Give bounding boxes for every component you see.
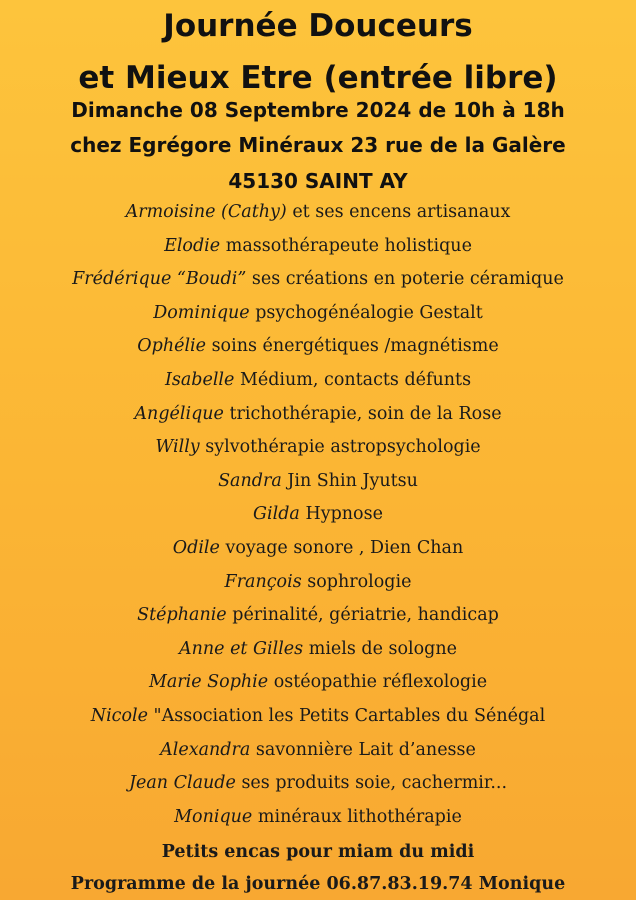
exhibitor-name: Ophélie [137, 336, 206, 357]
exhibitor-desc: soins énergétiques /magnétisme [211, 336, 499, 357]
exhibitor-name: Gilda [253, 504, 300, 525]
exhibitor-desc: massothérapeute holistique [225, 235, 472, 256]
exhibitor-row [0, 801, 636, 835]
exhibitor-row [0, 532, 636, 566]
exhibitor-desc: trichothérapie, soin de la Rose [229, 403, 502, 424]
exhibitor-name: Armoisine (Cathy) [125, 202, 287, 222]
snacks-note: Petits encas pour miam du midi [161, 842, 475, 862]
event-date: Dimanche 08 Septembre 2024 de 10h à 18h [71, 98, 565, 122]
exhibitor-desc: sylvothérapie astropsychologie [205, 437, 481, 458]
event-city: 45130 SAINT AY [228, 169, 408, 193]
exhibitor-row [0, 297, 636, 331]
exhibitor-row [0, 700, 636, 734]
exhibitor-list [0, 196, 636, 834]
exhibitor-desc: ses produits soie, cachermir... [241, 773, 508, 794]
exhibitor-name: Angélique [134, 403, 224, 424]
exhibitor-row [0, 330, 636, 364]
exhibitor-row [0, 566, 636, 600]
exhibitor-row [0, 364, 636, 398]
exhibitor-name: Anne et Gilles [178, 638, 304, 659]
exhibitor-name: Stéphanie [137, 605, 227, 626]
exhibitor-row [0, 230, 636, 264]
exhibitor-name: Marie Sophie [148, 672, 269, 693]
exhibitor-desc: sophrologie [307, 571, 412, 592]
exhibitor-name: Willy [155, 437, 200, 458]
exhibitor-row [0, 263, 636, 297]
exhibitor-desc: psychogénéalogie Gestalt [255, 302, 483, 323]
exhibitor-desc: ostéopathie réflexologie [273, 672, 488, 693]
exhibitor-name: Elodie [164, 235, 221, 256]
poster-title-line2: et Mieux Etre (entrée libre) [78, 60, 558, 96]
exhibitor-row [0, 431, 636, 465]
exhibitor-name: François [224, 571, 302, 592]
exhibitor-name: Isabelle [164, 369, 235, 390]
exhibitor-row [0, 599, 636, 633]
exhibitor-name: Dominique [153, 302, 250, 323]
exhibitor-row [0, 498, 636, 532]
exhibitor-desc: Hypnose [305, 504, 383, 525]
exhibitor-name: Jean Claude [128, 773, 236, 794]
event-place: chez Egrégore Minéraux 23 rue de la Galère [70, 133, 566, 157]
exhibitor-row [0, 767, 636, 801]
exhibitor-name: Sandra [218, 470, 282, 491]
exhibitor-name: Alexandra [160, 739, 251, 760]
exhibitor-desc: Médium, contacts défunts [239, 369, 472, 390]
exhibitor-name: Odile [172, 537, 220, 558]
exhibitor-name: Monique [174, 806, 253, 827]
exhibitor-row [0, 734, 636, 768]
exhibitor-desc: ses créations en poterie céramique [251, 269, 564, 290]
exhibitor-row [0, 633, 636, 667]
exhibitor-row [0, 465, 636, 499]
exhibitor-row [0, 666, 636, 700]
exhibitor-name: Nicole [90, 705, 148, 726]
poster-title-line1: Journée Douceurs [163, 8, 473, 44]
exhibitor-desc: périnalité, gériatrie, handicap [232, 605, 499, 626]
exhibitor-desc: voyage sonore , Dien Chan [225, 537, 464, 558]
exhibitor-row [0, 196, 636, 230]
exhibitor-desc: "Association les Petits Cartables du Sénégal [153, 705, 546, 726]
exhibitor-desc: Jin Shin Jyutsu [287, 470, 418, 491]
exhibitor-desc: miels de sologne [308, 638, 458, 659]
exhibitor-name: Frédérique “Boudi” [72, 269, 247, 290]
exhibitor-desc: et ses encens artisanaux [292, 202, 511, 222]
program-contact: Programme de la journée 06.87.83.19.74 Monique [70, 874, 566, 894]
exhibitor-desc: minéraux lithothérapie [257, 806, 462, 827]
exhibitor-desc: savonnière Lait d’anesse [255, 739, 476, 760]
exhibitor-row [0, 398, 636, 432]
